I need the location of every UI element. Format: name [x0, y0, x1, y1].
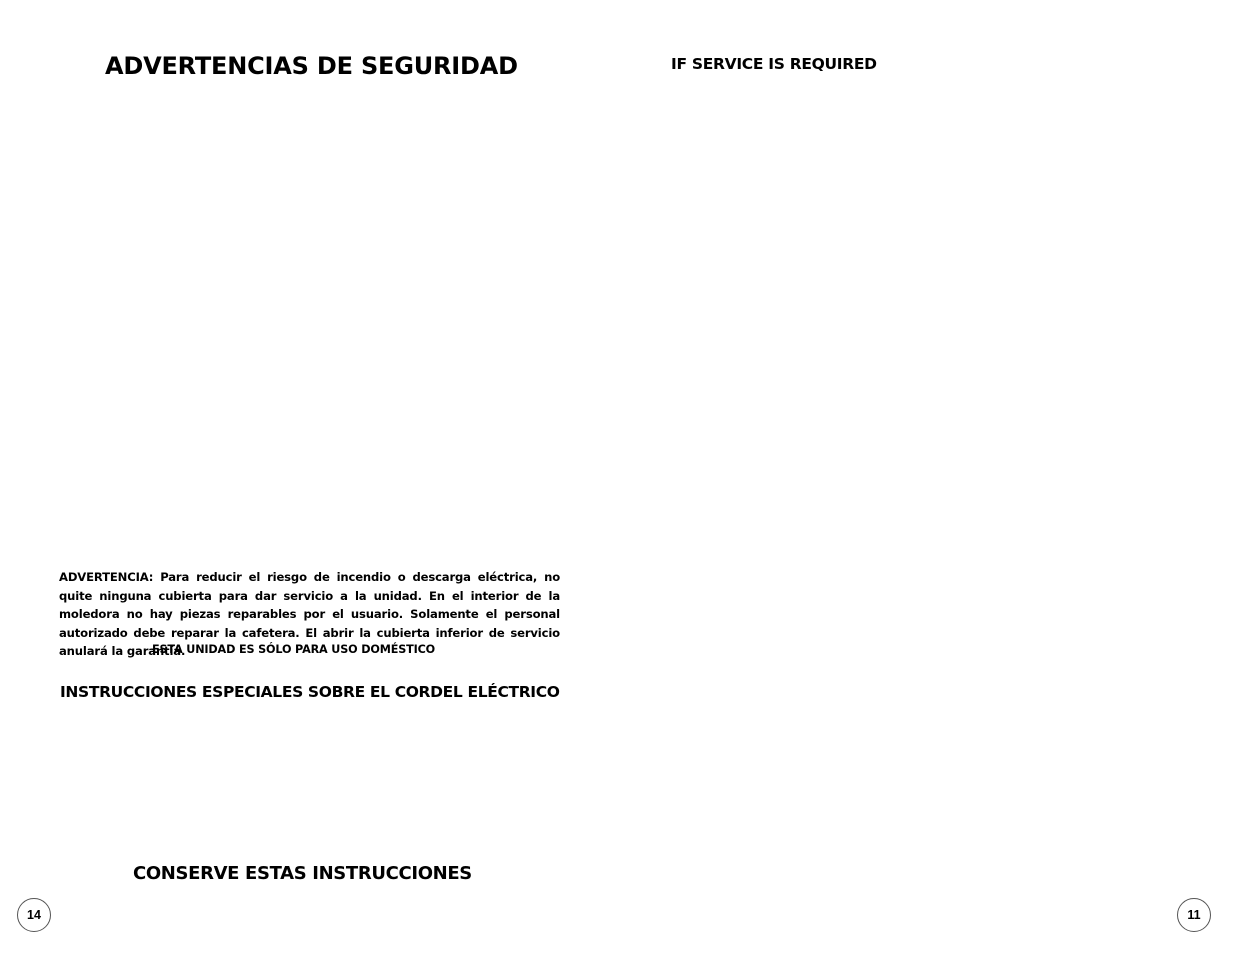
save-instructions-heading: CONSERVE ESTAS INSTRUCCIONES	[133, 863, 472, 884]
right-page	[617, 0, 1235, 954]
page-number-label: 14	[27, 908, 41, 922]
domestic-use-note: ESTA UNIDAD ES SÓLO PARA USO DOMÉSTICO	[152, 643, 436, 656]
page-number-badge	[1177, 898, 1211, 932]
warning-label: ADVERTENCIA:	[59, 570, 154, 584]
cord-instructions-heading: INSTRUCCIONES ESPECIALES SOBRE EL CORDEL ELÉCTRICO	[60, 683, 560, 701]
page-number-badge	[17, 898, 51, 932]
service-heading: IF SERVICE IS REQUIRED	[671, 55, 877, 73]
warning-text: Para reducir el riesgo de incendio o descarga eléctrica, no quite ninguna cubierta para dar servicio a la unidad. En el interior de la moledora no hay piezas reparables por el usuario. Solamente el personal autorizado debe reparar la cafetera. El abrir la cubierta inferior de servicio anulará la garantía.	[59, 570, 561, 658]
left-page	[0, 0, 617, 954]
page-title: ADVERTENCIAS DE SEGURIDAD	[105, 52, 518, 80]
page-number-label: 11	[1187, 908, 1201, 922]
